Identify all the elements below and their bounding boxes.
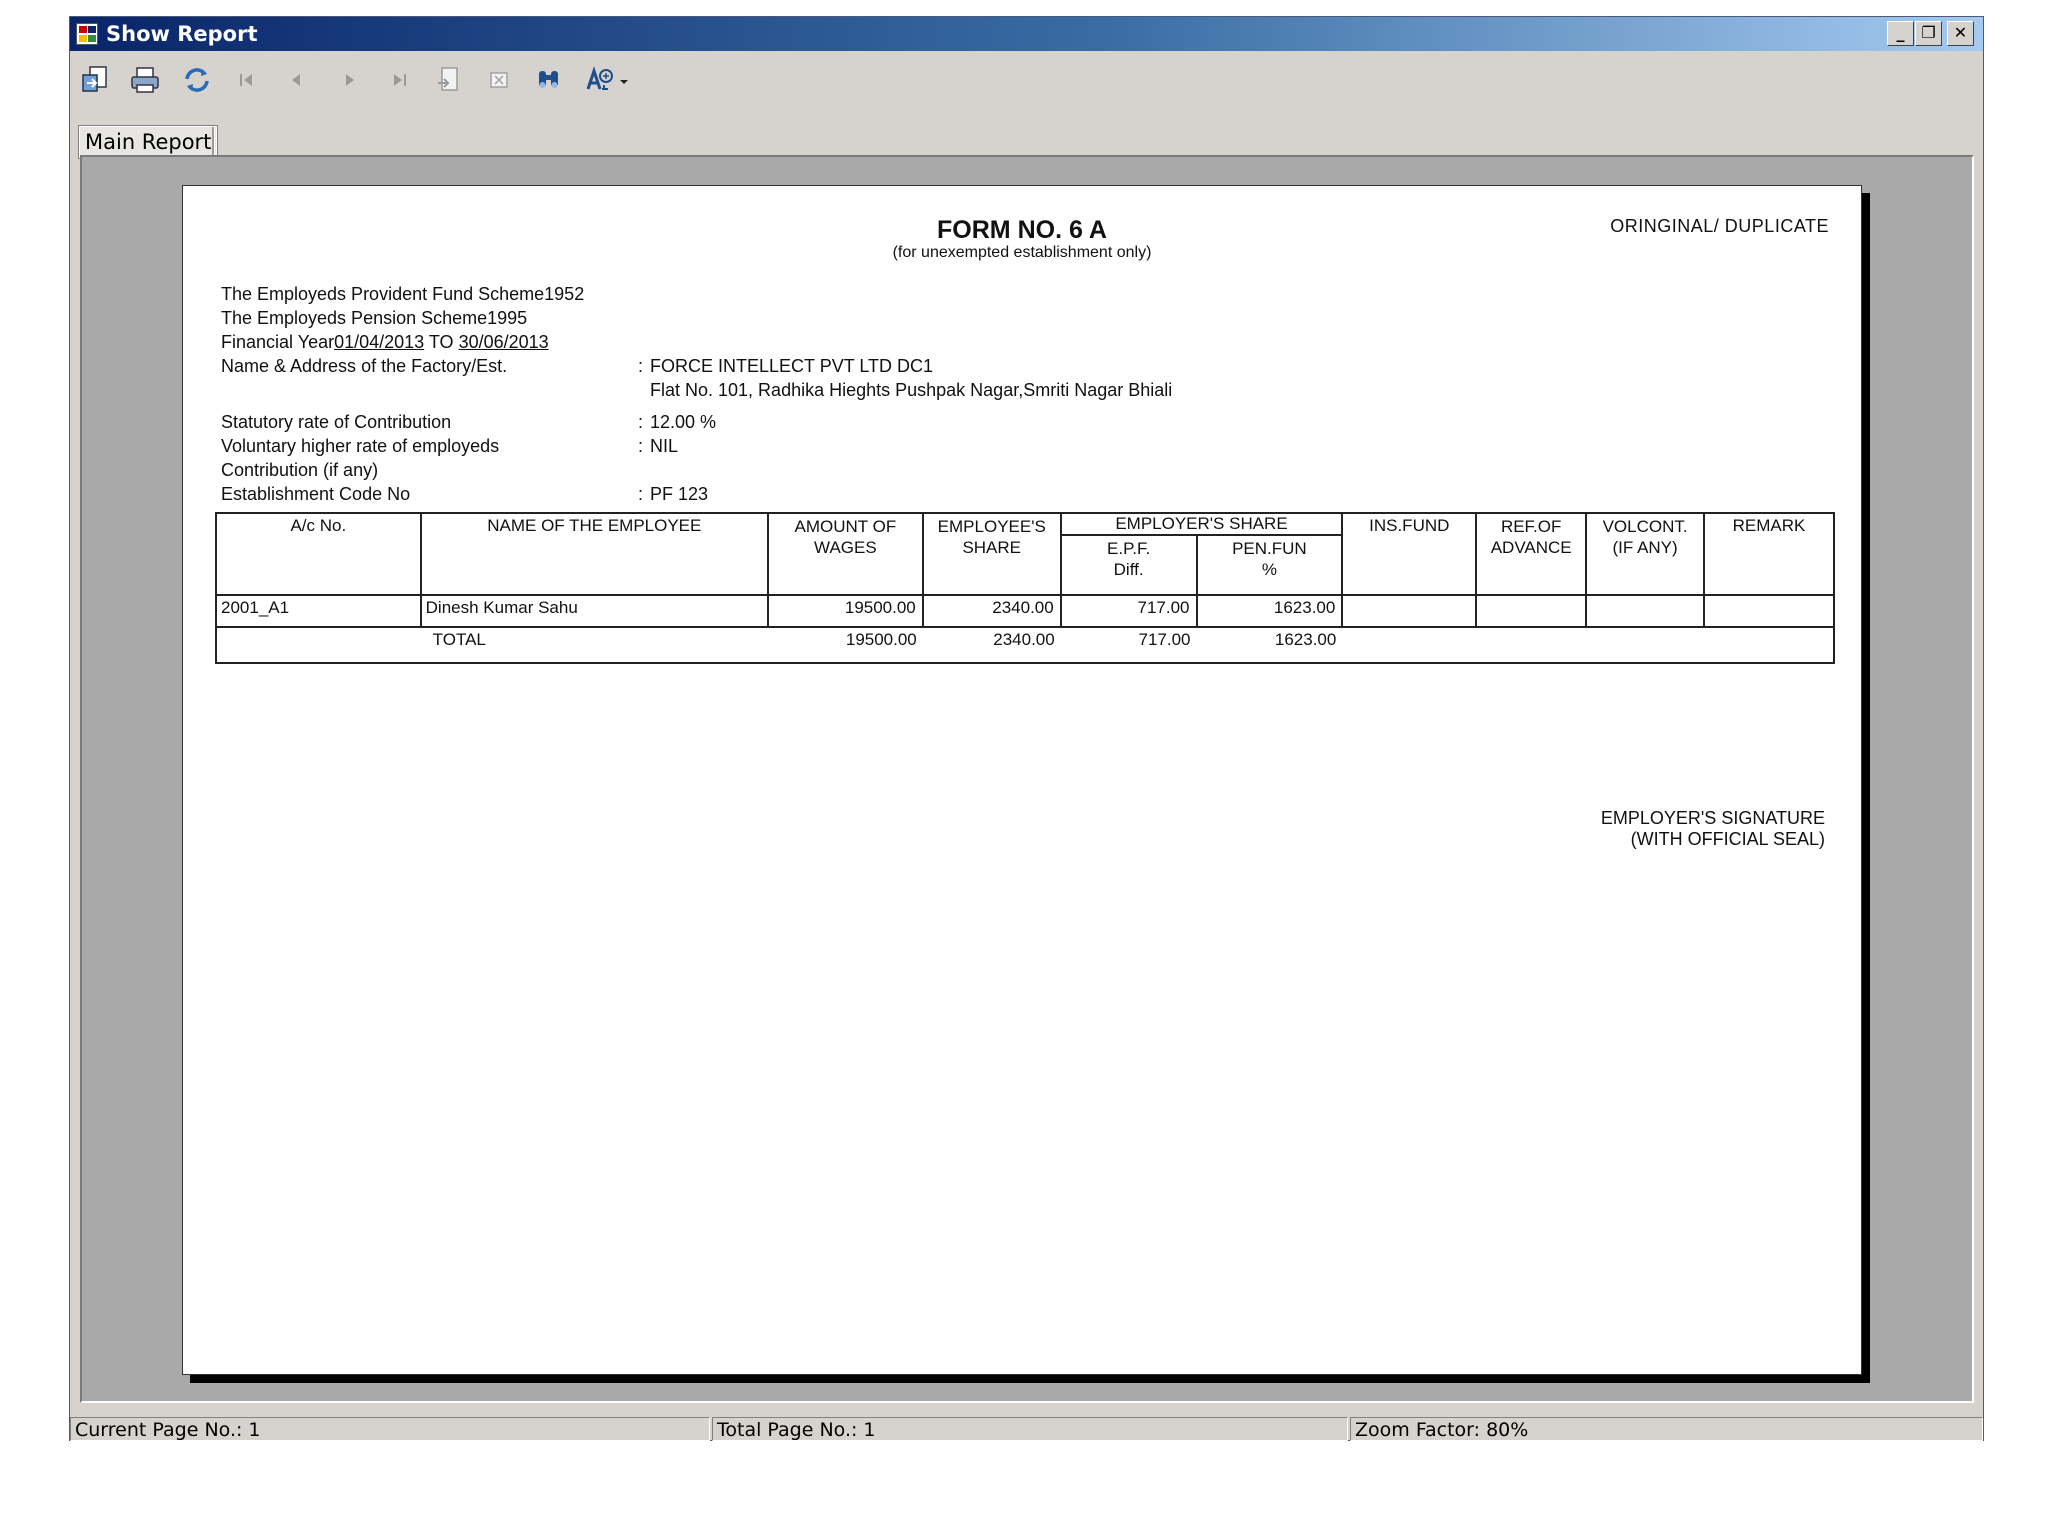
- cell-wages: 19500.00: [768, 595, 923, 627]
- header-wages-2: WAGES: [814, 538, 877, 557]
- cell-epf-diff: 717.00: [1061, 595, 1197, 627]
- signature-line-1: EMPLOYER'S SIGNATURE: [1600, 808, 1825, 828]
- cell-employee-share: 2340.00: [923, 595, 1061, 627]
- header-vol-2: (IF ANY): [1612, 538, 1678, 557]
- print-icon[interactable]: [128, 63, 162, 97]
- cell-ins-fund: [1342, 595, 1476, 627]
- form-subtitle: (for unexempted establishment only): [892, 244, 1152, 261]
- title-bar[interactable]: [70, 17, 1983, 51]
- form-title: FORM NO. 6 A: [937, 216, 1107, 244]
- financial-year: [221, 332, 549, 353]
- report-window: [69, 16, 1984, 1441]
- total-pension-fund: 1623.00: [1197, 627, 1343, 663]
- table-header-row: [216, 513, 1834, 535]
- total-wages: 19500.00: [768, 627, 923, 663]
- refresh-icon[interactable]: [180, 63, 214, 97]
- rate-label: Statutory rate of Contribution: [221, 412, 452, 432]
- report-viewer[interactable]: [80, 155, 1974, 1403]
- window-title: Show Report: [106, 22, 258, 46]
- total-vol-cont: [1586, 627, 1704, 663]
- header-ref-1: REF.OF: [1500, 517, 1562, 536]
- table-total-row: [216, 627, 1834, 663]
- header-employee-share: [923, 513, 1061, 595]
- total-epf-diff: 717.00: [1061, 627, 1197, 663]
- total-ins-fund: [1342, 627, 1476, 663]
- status-total-pages: Total Page No.: 1: [712, 1417, 1348, 1441]
- header-epf-diff: [1061, 535, 1197, 595]
- header-emp-2: SHARE: [962, 538, 1022, 557]
- find-icon[interactable]: [532, 63, 566, 97]
- zoom-icon[interactable]: [582, 63, 632, 97]
- first-page-icon[interactable]: [230, 63, 264, 97]
- employer-signature: [1601, 808, 1825, 850]
- prev-page-icon[interactable]: [280, 63, 314, 97]
- restore-button[interactable]: ❐: [1915, 21, 1942, 46]
- header-pen-2: %: [1261, 560, 1277, 579]
- cell-ref-advance: [1476, 595, 1586, 627]
- scheme-pf: The Employeds Provident Fund Scheme1952: [221, 284, 585, 304]
- header-vol-1: VOLCONT.: [1602, 517, 1688, 536]
- goto-page-icon[interactable]: [432, 63, 466, 97]
- header-wages-1: AMOUNT OF: [794, 517, 897, 536]
- header-wages: [768, 513, 923, 595]
- app-icon[interactable]: [76, 23, 98, 45]
- total-employee-share: 2340.00: [923, 627, 1061, 663]
- address-colon: :: [638, 356, 644, 376]
- fy-label: Financial Year: [221, 332, 335, 352]
- copy-mark: ORINGINAL/ DUPLICATE: [1610, 216, 1829, 236]
- tab-main-report[interactable]: Main Report: [78, 125, 218, 159]
- fy-from: 01/04/2013: [334, 332, 425, 352]
- scheme-pension: The Employeds Pension Scheme1995: [221, 308, 528, 328]
- header-remark: REMARK: [1704, 513, 1834, 595]
- voluntary-label: Voluntary higher rate of employeds: [221, 436, 500, 456]
- minimize-button[interactable]: _: [1887, 21, 1914, 46]
- cell-pension-fund: 1623.00: [1197, 595, 1343, 627]
- status-bar: [70, 1417, 1983, 1441]
- signature-line-2: (WITH OFFICIAL SEAL): [1630, 829, 1825, 849]
- address-label: Name & Address of the Factory/Est.: [221, 356, 508, 376]
- company-address: Flat No. 101, Radhika Hieghts Pushpak Nagar,Smriti Nagar Bhiali: [650, 380, 1173, 400]
- voluntary-colon: :: [638, 436, 644, 456]
- voluntary-label-2: Contribution (if any): [221, 460, 379, 480]
- header-epf-1: E.P.F.: [1107, 539, 1151, 558]
- header-pension-fund: [1197, 535, 1343, 595]
- next-page-icon[interactable]: [332, 63, 366, 97]
- header-ref-advance: [1476, 513, 1586, 595]
- total-spacer: [216, 627, 421, 663]
- cell-ac-no: 2001_A1: [216, 595, 421, 627]
- contribution-table: [215, 512, 1835, 664]
- table-row: [216, 595, 1834, 627]
- close-button[interactable]: ✕: [1947, 21, 1974, 46]
- header-vol-cont: [1586, 513, 1704, 595]
- report-page: [182, 185, 1862, 1375]
- cell-employee-name: Dinesh Kumar Sahu: [421, 595, 768, 627]
- total-label: TOTAL: [421, 627, 768, 663]
- company-name: FORCE INTELLECT PVT LTD DC1: [650, 356, 934, 376]
- cell-vol-cont: [1586, 595, 1704, 627]
- report-toolbar: [70, 53, 1983, 105]
- status-zoom: Zoom Factor: 80%: [1350, 1417, 1983, 1441]
- header-ref-2: ADVANCE: [1490, 538, 1572, 557]
- status-current-page: Current Page No.: 1: [70, 1417, 710, 1441]
- header-employer-share: EMPLOYER'S SHARE: [1061, 513, 1343, 535]
- header-ins-fund: INS.FUND: [1342, 513, 1476, 595]
- establishment-value: PF 123: [650, 484, 709, 504]
- total-ref-advance: [1476, 627, 1586, 663]
- fy-to: 30/06/2013: [458, 332, 549, 352]
- header-emp-1: EMPLOYEE'S: [937, 517, 1046, 536]
- close-view-icon[interactable]: [482, 63, 516, 97]
- establishment-label: Establishment Code No: [221, 484, 411, 504]
- header-pen-1: PEN.FUN: [1232, 539, 1307, 558]
- total-remark: [1704, 627, 1834, 663]
- header-ac-no: A/c No.: [216, 513, 421, 595]
- rate-colon: :: [638, 412, 644, 432]
- header-employee-name: NAME OF THE EMPLOYEE: [421, 513, 768, 595]
- header-epf-2: Diff.: [1113, 560, 1144, 579]
- cell-remark: [1704, 595, 1834, 627]
- last-page-icon[interactable]: [382, 63, 416, 97]
- rate-value: 12.00 %: [650, 412, 717, 432]
- establishment-colon: :: [638, 484, 644, 504]
- tab-separator: [212, 127, 215, 157]
- fy-to-word: TO: [428, 332, 454, 352]
- tab-strip: [70, 107, 1983, 159]
- voluntary-value: NIL: [650, 436, 679, 456]
- export-icon[interactable]: [78, 63, 112, 97]
